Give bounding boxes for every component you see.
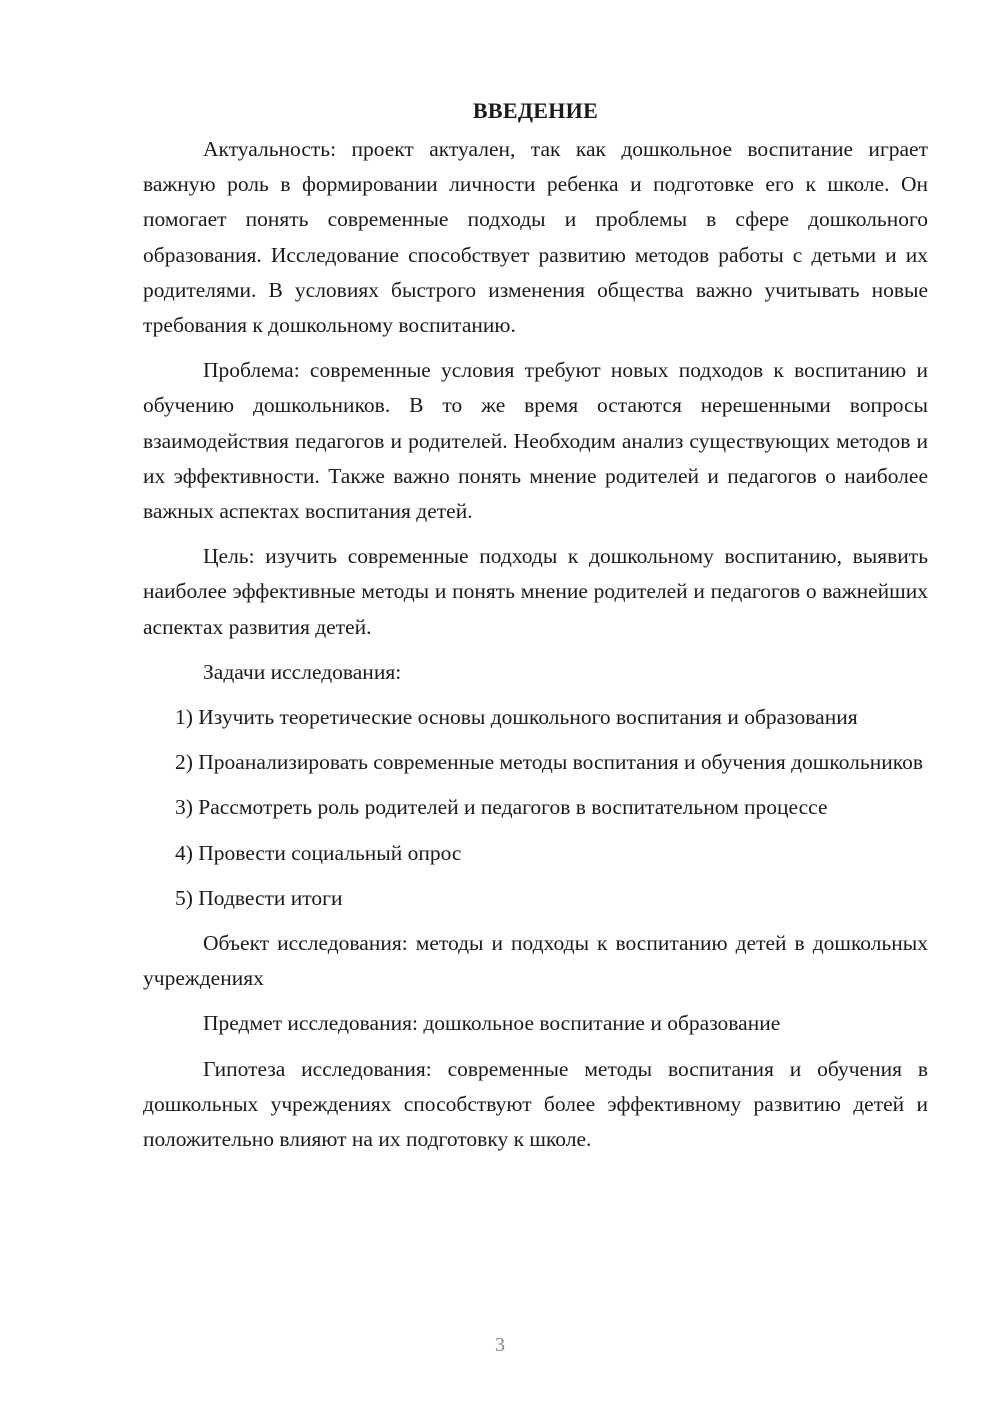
object-paragraph: Объект исследования: методы и подходы к воспитанию детей в дошкольных учреждениях xyxy=(143,931,928,991)
relevance-paragraph: Актуальность: проект актуален, так как дошкольное воспитание играет важную роль в формировании личности ребенка и подготовке его к школе. Он помогает понять современные подходы и проблемы в сфере дошкольного образования. Исследование способствует развитию методов работы с детьми и их родителями. В условиях быстрого изменения общества важно учитывать новые требования к дошкольному воспитанию. xyxy=(143,137,928,338)
problem-paragraph: Проблема: современные условия требуют новых подходов к воспитанию и обучению дошкольников. В то же время остаются нерешенными вопросы взаимодействия педагогов и родителей. Необходим анализ существующих методов и их эффективности. Также важно понять мнение родителей и педагогов о наиболее важных аспектах воспитания детей. xyxy=(143,358,928,524)
task-item-4: 4) Провести социальный опрос xyxy=(175,840,462,865)
goal-paragraph: Цель: изучить современные подходы к дошкольному воспитанию, выявить наиболее эффективные методы и понять мнение родителей и педагогов о важнейших аспектах развития детей. xyxy=(143,544,928,639)
document-page xyxy=(143,96,928,1167)
task-item-2: 2) Проанализировать современные методы воспитания и обучения дошкольников xyxy=(175,750,923,775)
tasks-title: Задачи исследования: xyxy=(203,659,402,684)
hypothesis-paragraph: Гипотеза исследования: современные методы воспитания и обучения в дошкольных учреждениях способствуют более эффективному развитию детей и положительно влияют на их подготовку к школе. xyxy=(143,1056,928,1152)
page-title: ВВЕДЕНИЕ xyxy=(472,98,599,123)
subject-paragraph: Предмет исследования: дошкольное воспитание и образование xyxy=(203,1011,781,1036)
task-item-5: 5) Подвести итоги xyxy=(175,885,343,910)
page-number: 3 xyxy=(495,1334,505,1356)
task-item-3: 3) Рассмотреть роль родителей и педагогов в воспитательном процессе xyxy=(175,795,828,820)
task-item-1: 1) Изучить теоретические основы дошкольного воспитания и образования xyxy=(175,705,858,730)
